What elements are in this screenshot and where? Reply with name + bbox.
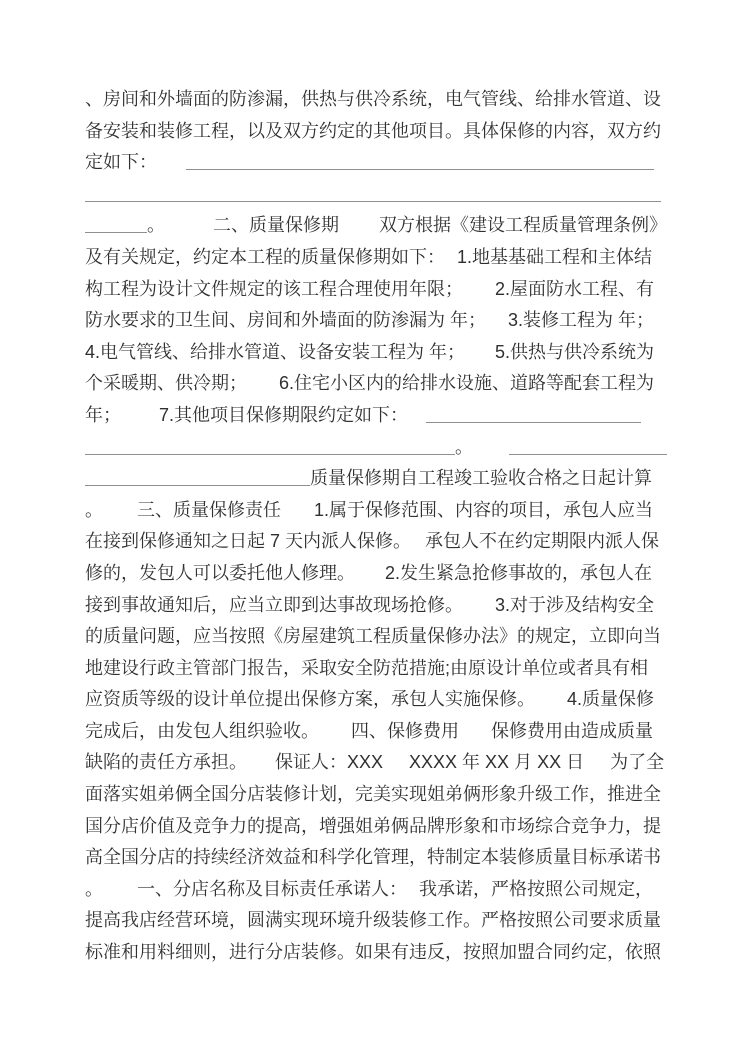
text-run: 保修费用由造成质量 bbox=[491, 720, 653, 741]
fill-in-blank-line bbox=[509, 446, 667, 455]
text-run: 接到事故通知后，应当立即到达事故现场抢修。 bbox=[85, 594, 463, 615]
text-run: XXXX 年 XX 月 XX 日 bbox=[409, 752, 585, 773]
text-line bbox=[85, 684, 663, 716]
text-run: 为了全 bbox=[610, 752, 665, 773]
text-run: 、房间和外墙面的防渗漏，供热与供冷系统，电气管线、给排水管道、设 bbox=[85, 89, 661, 109]
text-run: 高全国分店的持续经济效益和科学化管理，特制定本装修质量目标承诺书 bbox=[85, 847, 661, 868]
text-run: 修的，发包人可以委托他人修理。 bbox=[85, 562, 355, 583]
text-line bbox=[85, 432, 663, 464]
text-line bbox=[85, 274, 663, 306]
text-run: 。 bbox=[455, 436, 473, 457]
gap-spacer bbox=[407, 894, 419, 895]
text-run: 完成后，由发包人组织验收。 bbox=[85, 720, 319, 741]
gap-spacer bbox=[103, 515, 137, 516]
text-line bbox=[85, 779, 663, 811]
text-line bbox=[85, 811, 663, 843]
text-run: 4.质量保修 bbox=[567, 689, 655, 710]
text-run: 保证人：XXX bbox=[275, 752, 384, 773]
gap-spacer bbox=[408, 420, 426, 421]
gap-spacer bbox=[281, 515, 314, 516]
text-line bbox=[85, 147, 663, 179]
text-run: 地建设行政主管部门报告，采取安全防范措施;由原设计单位或者具有相 bbox=[85, 657, 648, 678]
text-run: 1.地基基础工程和主体结 bbox=[457, 246, 653, 267]
gap-spacer bbox=[157, 167, 186, 168]
text-line bbox=[85, 621, 663, 653]
text-run: 定如下： bbox=[85, 152, 157, 173]
gap-spacer bbox=[165, 230, 213, 231]
gap-spacer bbox=[445, 262, 457, 263]
text-run: 质量保修期自工程竣工验收合格之日起计算 bbox=[310, 468, 652, 489]
gap-spacer bbox=[486, 325, 508, 326]
fill-in-blank-line bbox=[85, 224, 147, 233]
text-run: 缺陷的责任方承担。 bbox=[85, 752, 247, 773]
text-run: 防水要求的卫生间、房间和外墙面的防渗漏为 年； bbox=[85, 310, 486, 331]
gap-spacer bbox=[584, 767, 610, 768]
gap-spacer bbox=[535, 704, 567, 705]
text-run: 1.属于保修范围、内容的项目，承包人应当 bbox=[314, 499, 654, 520]
gap-spacer bbox=[411, 546, 425, 547]
gap-spacer bbox=[465, 357, 495, 358]
fill-in-blank-line bbox=[85, 477, 310, 486]
text-line bbox=[85, 558, 663, 590]
text-line bbox=[85, 905, 663, 937]
fill-in-blank-line bbox=[186, 161, 654, 170]
text-run: 5.供热与供冷系统为 bbox=[495, 341, 655, 362]
text-run: 二、质量保修期 bbox=[213, 215, 339, 236]
text-run: 构工程为设计文件规定的该工程合理使用年限； bbox=[85, 278, 463, 299]
gap-spacer bbox=[339, 230, 379, 231]
text-run: 的质量问题，应当按照《房屋建筑工程质量保修办法》的规定，立即向当 bbox=[85, 626, 661, 647]
gap-spacer bbox=[319, 736, 351, 737]
text-line bbox=[85, 242, 663, 274]
text-line bbox=[85, 84, 663, 116]
text-run: 备安装和装修工程，以及双方约定的其他项目。具体保修的内容，双方约 bbox=[85, 120, 661, 141]
text-line bbox=[85, 210, 667, 242]
text-run: 在接到保修通知之日起 7 天内派人保修。 bbox=[85, 531, 412, 552]
fill-in-blank-line bbox=[426, 414, 641, 423]
gap-spacer bbox=[355, 578, 385, 579]
gap-spacer bbox=[463, 294, 495, 295]
gap-spacer bbox=[121, 420, 159, 421]
gap-spacer bbox=[247, 767, 275, 768]
text-run: 6.住宅小区内的给排水设施、道路等配套工程为 bbox=[279, 373, 655, 394]
text-run: 双方根据《建设工程质量管理条例》 bbox=[379, 215, 667, 236]
text-line bbox=[85, 653, 663, 685]
text-run: 3.对于涉及结构安全 bbox=[495, 594, 655, 615]
text-line bbox=[85, 337, 663, 369]
text-run: 。 bbox=[147, 215, 165, 236]
text-run: 一、分店名称及目标责任承诺人： bbox=[137, 878, 407, 899]
text-line bbox=[85, 747, 663, 779]
gap-spacer bbox=[383, 767, 409, 768]
text-run: 2.发生紧急抢修事故的，承包人在 bbox=[385, 562, 653, 583]
text-run: 承包人不在约定期限内派人保 bbox=[425, 531, 660, 552]
text-run: 国分店价值及竞争力的提高，增强姐弟俩品牌形象和市场综合竞争力，提 bbox=[85, 815, 661, 836]
text-line bbox=[85, 937, 663, 969]
text-line bbox=[85, 368, 663, 400]
text-line bbox=[85, 400, 663, 432]
text-run: 。 bbox=[85, 878, 103, 899]
text-run: 我承诺，严格按照公司规定， bbox=[419, 878, 653, 899]
text-line bbox=[85, 842, 663, 874]
text-run: 标准和用料细则，进行分店装修。如果有违反，按照加盟合同约定，依照 bbox=[85, 942, 661, 963]
gap-spacer bbox=[103, 894, 137, 895]
text-run: 应资质等级的设计单位提出保修方案，承包人实施保修。 bbox=[85, 689, 535, 710]
text-line bbox=[85, 874, 663, 906]
text-line bbox=[85, 526, 663, 558]
text-line bbox=[85, 495, 663, 527]
text-run: 。 bbox=[85, 499, 103, 520]
text-line bbox=[85, 590, 663, 622]
text-line bbox=[85, 305, 663, 337]
text-run: 面落实姐弟俩全国分店装修计划，完美实现姐弟俩形象升级工作，推进全 bbox=[85, 784, 661, 805]
text-run: 四、保修费用 bbox=[351, 720, 459, 741]
gap-spacer bbox=[463, 610, 495, 611]
text-run: 及有关规定，约定本工程的质量保修期如下： bbox=[85, 246, 445, 267]
text-run: 4.电气管线、给排水管道、设备安装工程为 年； bbox=[85, 341, 466, 362]
text-line bbox=[85, 179, 663, 211]
text-line bbox=[85, 463, 663, 495]
text-run: 三、质量保修责任 bbox=[137, 499, 281, 520]
text-run: 2.屋面防水工程、有 bbox=[495, 278, 655, 299]
fill-in-blank-line bbox=[85, 446, 455, 455]
text-run: 年； bbox=[85, 404, 121, 425]
text-run: 提高我店经营环境，圆满实现环境升级装修工作。严格按照公司要求质量 bbox=[85, 910, 661, 931]
text-line bbox=[85, 716, 663, 748]
fill-in-blank-line bbox=[85, 193, 661, 202]
gap-spacer bbox=[473, 452, 509, 453]
text-run: 7.其他项目保修期限约定如下： bbox=[159, 404, 409, 425]
gap-spacer bbox=[247, 388, 279, 389]
gap-spacer bbox=[459, 736, 491, 737]
text-run: 3.装修工程为 年； bbox=[508, 310, 655, 331]
text-run: 个采暖期、供冷期； bbox=[85, 373, 247, 394]
text-line bbox=[85, 116, 663, 148]
document-body bbox=[85, 84, 667, 969]
